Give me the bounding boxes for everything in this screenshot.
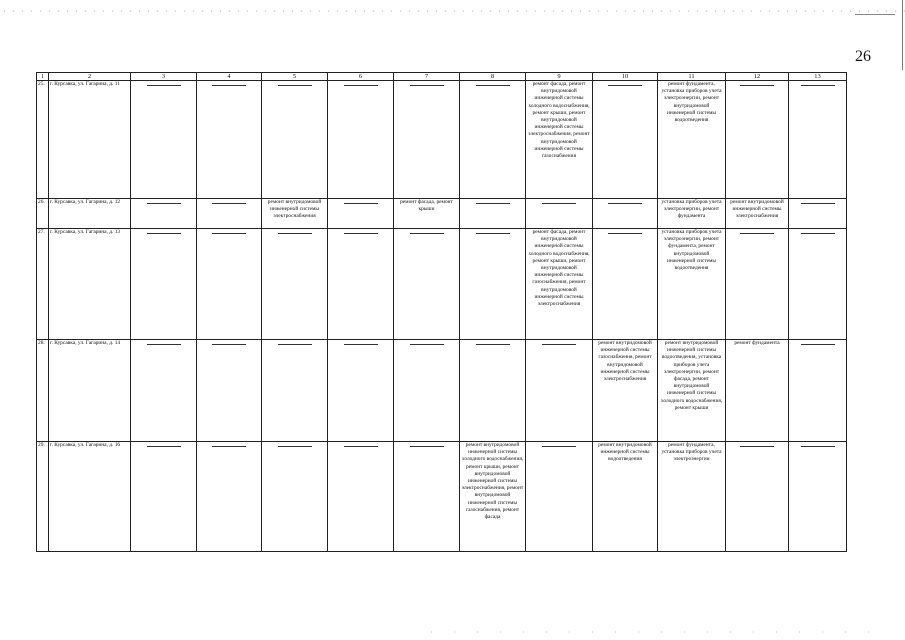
dash-mark <box>147 85 181 86</box>
empty-cell <box>328 442 394 552</box>
dash-mark <box>147 344 181 345</box>
dash-mark <box>740 446 774 447</box>
dash-mark <box>344 203 378 204</box>
address-cell: г. Курсавка, ул. Гагарина, д. 16 <box>49 442 131 552</box>
empty-cell <box>262 340 328 442</box>
column-header: 1 <box>37 73 49 81</box>
dash-mark <box>278 233 312 234</box>
work-cell: ремонт фундамента, установка приборов учета электроэнергии <box>658 442 726 552</box>
table-row <box>37 229 847 340</box>
dash-mark <box>344 344 378 345</box>
column-header: 2 <box>49 73 131 81</box>
column-header: 12 <box>726 73 789 81</box>
work-cell: ремонт фундамента, установка приборов учета электроэнергии, ремонт внутридомовой инженерной системы водоотведения <box>658 81 726 199</box>
dash-mark <box>410 85 444 86</box>
empty-cell <box>726 81 789 199</box>
table-row <box>37 81 847 199</box>
empty-cell <box>394 340 460 442</box>
repair-schedule-table <box>36 72 847 552</box>
page-number: 26 <box>855 48 871 65</box>
dash-mark <box>740 85 774 86</box>
work-cell: ремонт фасада, ремонт внутридомовой инженерной системы холодного водоснабжения, ремонт крыши, ремонт внутридомовой инженерной системы электроснабжения, ремонт внутридомовой инженерной системы газоснабжения <box>526 81 593 199</box>
column-header: 13 <box>789 73 847 81</box>
empty-cell <box>789 81 847 199</box>
work-cell: ремонт внутридомовой инженерной системы электроснабжения <box>262 199 328 229</box>
empty-cell <box>593 229 658 340</box>
dash-mark <box>212 85 246 86</box>
empty-cell <box>789 199 847 229</box>
work-cell: ремонт фасада, ремонт крыши <box>394 199 460 229</box>
table-row <box>37 199 847 229</box>
empty-cell <box>328 229 394 340</box>
dash-mark <box>801 203 835 204</box>
dash-mark <box>801 233 835 234</box>
dash-mark <box>212 203 246 204</box>
empty-cell <box>789 340 847 442</box>
dash-mark <box>608 233 642 234</box>
work-cell: ремонт внутридомовой инженерной системы холодного водоснабжения, ремонт крыши, ремонт внутридомовой инженерной системы электроснабжения, ремонт внутридомовой инженерной системы газоснабжения, ремонт фасада <box>460 442 526 552</box>
dash-mark <box>212 446 246 447</box>
dash-mark <box>147 446 181 447</box>
empty-cell <box>726 442 789 552</box>
dash-mark <box>278 344 312 345</box>
work-cell: ремонт внутридомовой инженерной системы электроснабжения <box>726 199 789 229</box>
dash-mark <box>608 85 642 86</box>
empty-cell <box>262 442 328 552</box>
empty-cell <box>593 81 658 199</box>
table-header-row <box>37 73 847 81</box>
empty-cell <box>197 442 262 552</box>
work-cell: установка приборов учета электроэнергии, ремонт фундамента <box>658 199 726 229</box>
dash-mark <box>410 344 444 345</box>
empty-cell <box>197 229 262 340</box>
work-cell: ремонт внутридомовой инженерной системы водоотведения <box>593 442 658 552</box>
column-header: 6 <box>328 73 394 81</box>
table-body <box>37 73 847 552</box>
dash-mark <box>801 85 835 86</box>
empty-cell <box>262 81 328 199</box>
dash-mark <box>542 344 576 345</box>
table-row <box>37 340 847 442</box>
scan-noise-top <box>0 8 905 14</box>
row-number: 26. <box>37 199 49 229</box>
work-cell: ремонт внутридомовой инженерной системы водоотведения, установка приборов учета электроэнергии, ремонт фасада, ремонт внутридомовой инженерной системы холодного водоснабжения, ремонт крыши <box>658 340 726 442</box>
work-cell: установка приборов учета электроэнергии, ремонт фундамента, ремонт внутридомовой инженерной системы водоотведения <box>658 229 726 340</box>
column-header: 3 <box>131 73 197 81</box>
address-cell: г. Курсавка, ул. Гагарина, д. 14 <box>49 340 131 442</box>
empty-cell <box>131 199 197 229</box>
column-header: 8 <box>460 73 526 81</box>
empty-cell <box>726 229 789 340</box>
work-cell: ремонт фасада, ремонт внутридомовой инженерной системы холодного водоснабжения, ремонт крыши, ремонт внутридомовой инженерной системы газоснабжения, ремонт внутридомовой инженерной системы электроснабжения <box>526 229 593 340</box>
dash-mark <box>801 344 835 345</box>
dash-mark <box>476 233 510 234</box>
row-number: 25. <box>37 81 49 199</box>
empty-cell <box>131 229 197 340</box>
empty-cell <box>460 229 526 340</box>
dash-mark <box>212 233 246 234</box>
empty-cell <box>789 229 847 340</box>
dash-mark <box>476 203 510 204</box>
empty-cell <box>789 442 847 552</box>
empty-cell <box>197 199 262 229</box>
work-cell: ремонт фундамента <box>726 340 789 442</box>
dash-mark <box>147 233 181 234</box>
dash-mark <box>344 446 378 447</box>
empty-cell <box>460 199 526 229</box>
address-cell: г. Курсавка, ул. Гагарина, д. 11 <box>49 81 131 199</box>
dash-mark <box>147 203 181 204</box>
dash-mark <box>410 233 444 234</box>
empty-cell <box>394 81 460 199</box>
dash-mark <box>801 446 835 447</box>
empty-cell <box>460 81 526 199</box>
empty-cell <box>328 340 394 442</box>
scan-line <box>855 14 895 15</box>
row-number: 27. <box>37 229 49 340</box>
work-cell: ремонт внутридомовой инженерной системы газоснабжения, ремонт внутридомовой инженерной системы электроснабжения <box>593 340 658 442</box>
empty-cell <box>526 199 593 229</box>
column-header: 5 <box>262 73 328 81</box>
dash-mark <box>278 446 312 447</box>
empty-cell <box>328 81 394 199</box>
column-header: 10 <box>593 73 658 81</box>
empty-cell <box>593 199 658 229</box>
scan-edge-line <box>902 0 903 70</box>
empty-cell <box>131 340 197 442</box>
empty-cell <box>460 340 526 442</box>
dash-mark <box>410 446 444 447</box>
empty-cell <box>131 81 197 199</box>
dash-mark <box>740 233 774 234</box>
empty-cell <box>526 340 593 442</box>
empty-cell <box>526 442 593 552</box>
address-cell: г. Курсавка, ул. Гагарина, д. 13 <box>49 229 131 340</box>
row-number: 28. <box>37 340 49 442</box>
empty-cell <box>197 81 262 199</box>
dash-mark <box>608 203 642 204</box>
column-header: 11 <box>658 73 726 81</box>
empty-cell <box>394 229 460 340</box>
dash-mark <box>542 446 576 447</box>
column-header: 7 <box>394 73 460 81</box>
dash-mark <box>542 203 576 204</box>
column-header: 4 <box>197 73 262 81</box>
dash-mark <box>476 85 510 86</box>
address-cell: г. Курсавка, ул. Гагарина, д. 12 <box>49 199 131 229</box>
dash-mark <box>278 85 312 86</box>
empty-cell <box>262 229 328 340</box>
empty-cell <box>131 442 197 552</box>
empty-cell <box>394 442 460 552</box>
empty-cell <box>328 199 394 229</box>
dash-mark <box>476 344 510 345</box>
table-row <box>37 442 847 552</box>
scan-noise-bottom <box>420 630 870 634</box>
row-number: 29. <box>37 442 49 552</box>
empty-cell <box>197 340 262 442</box>
dash-mark <box>344 85 378 86</box>
dash-mark <box>344 233 378 234</box>
dash-mark <box>212 344 246 345</box>
column-header: 9 <box>526 73 593 81</box>
